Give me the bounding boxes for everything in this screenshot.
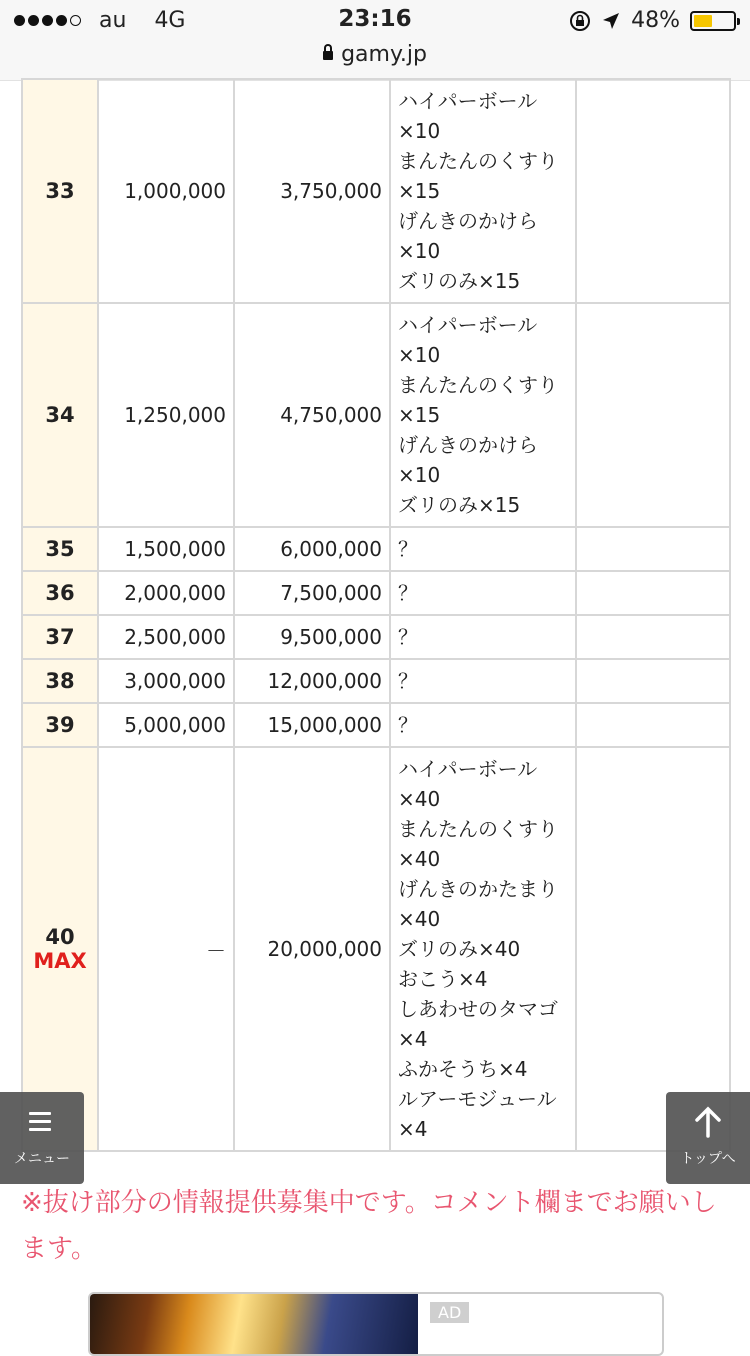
total-xp-cell: 3,750,000	[234, 79, 390, 303]
reward-line: おこう×4	[398, 967, 488, 991]
level-value: 36	[45, 581, 75, 605]
reward-line: ×10	[398, 239, 441, 263]
required-xp-cell: 1,250,000	[98, 303, 234, 527]
network-type: 4G	[154, 8, 186, 33]
reward-line: しあわせのタマゴ	[398, 997, 558, 1021]
total-xp-cell: 4,750,000	[234, 303, 390, 527]
reward-line: ×10	[398, 119, 441, 143]
total-xp-cell: 15,000,000	[234, 703, 390, 747]
rewards-cell	[390, 303, 576, 527]
carrier-name: au	[99, 8, 127, 33]
level-value: 40	[45, 925, 75, 949]
rewards-cell	[390, 615, 576, 659]
reward-line: ハイパーボール	[398, 313, 538, 337]
notes-cell	[576, 615, 730, 659]
table-row	[22, 615, 730, 659]
arrow-up-icon	[693, 1106, 723, 1138]
hamburger-icon	[29, 1112, 51, 1136]
level-cell	[22, 527, 98, 571]
reward-line: げんきのかけら	[398, 209, 538, 233]
reward-line: ×4	[398, 1117, 428, 1141]
total-xp-cell: 20,000,000	[234, 747, 390, 1151]
reward-line: ×10	[398, 343, 441, 367]
notes-cell	[576, 571, 730, 615]
required-xp-cell: 2,000,000	[98, 571, 234, 615]
reward-line: ×40	[398, 787, 441, 811]
required-xp-cell: 1,000,000	[98, 79, 234, 303]
reward-line: ルアーモジュール	[398, 1087, 557, 1111]
max-badge: MAX	[33, 949, 87, 973]
ad-image[interactable]	[90, 1294, 418, 1354]
reward-line: ×40	[398, 847, 441, 871]
reward-line: まんたんのくすり	[398, 373, 558, 397]
location-arrow-icon	[601, 11, 621, 31]
status-bar	[0, 0, 750, 81]
reward-line: ？	[398, 669, 418, 693]
notes-cell	[576, 527, 730, 571]
level-cell	[22, 571, 98, 615]
reward-line: げんきのかたまり	[398, 877, 558, 901]
address-bar[interactable]	[0, 42, 750, 67]
required-xp-cell: －	[98, 747, 234, 1151]
reward-line: ズリのみ×15	[398, 493, 521, 517]
reward-line: ×15	[398, 179, 441, 203]
notes-cell	[576, 703, 730, 747]
reward-line: ？	[398, 713, 418, 737]
notes-cell	[576, 659, 730, 703]
level-value: 34	[45, 403, 75, 427]
required-xp-cell: 3,000,000	[98, 659, 234, 703]
table-row	[22, 747, 730, 1151]
level-cell	[22, 703, 98, 747]
rewards-cell	[390, 527, 576, 571]
required-xp-cell: 1,500,000	[98, 527, 234, 571]
total-xp-cell: 7,500,000	[234, 571, 390, 615]
level-value: 37	[45, 625, 75, 649]
reward-line: ？	[398, 537, 418, 561]
rewards-cell	[390, 79, 576, 303]
reward-line: ×10	[398, 463, 441, 487]
total-xp-cell: 6,000,000	[234, 527, 390, 571]
level-value: 39	[45, 713, 75, 737]
status-right	[569, 8, 736, 33]
rotation-lock-icon	[569, 10, 591, 32]
table-row	[22, 659, 730, 703]
level-value: 38	[45, 669, 75, 693]
reward-line: ズリのみ×40	[398, 937, 521, 961]
reward-line: ふかそうち×4	[398, 1057, 528, 1081]
back-to-top-label: トップへ	[680, 1151, 736, 1167]
rewards-cell	[390, 703, 576, 747]
notes-cell	[576, 79, 730, 303]
table-row	[22, 703, 730, 747]
battery-percent: 48%	[631, 8, 680, 33]
reward-line: ？	[398, 581, 418, 605]
level-cell	[22, 659, 98, 703]
ad-label: AD	[430, 1302, 469, 1323]
reward-line: げんきのかけら	[398, 433, 538, 457]
menu-button-label: メニュー	[14, 1151, 70, 1167]
menu-button[interactable]	[0, 1092, 84, 1184]
reward-line: ×40	[398, 907, 441, 931]
level-cell	[22, 303, 98, 527]
reward-line: ハイパーボール	[398, 89, 538, 113]
rewards-cell	[390, 747, 576, 1151]
rewards-cell	[390, 571, 576, 615]
reward-line: ？	[398, 625, 418, 649]
ad-banner[interactable]	[88, 1292, 664, 1356]
reward-line: ズリのみ×15	[398, 269, 521, 293]
total-xp-cell: 9,500,000	[234, 615, 390, 659]
total-xp-cell: 12,000,000	[234, 659, 390, 703]
battery-icon	[690, 11, 736, 31]
battery-level-fill	[694, 15, 712, 27]
level-cell	[22, 615, 98, 659]
table-row	[22, 303, 730, 527]
table-row	[22, 527, 730, 571]
reward-line: ×4	[398, 1027, 428, 1051]
reward-line: ×15	[398, 403, 441, 427]
level-cell	[22, 79, 98, 303]
level-table	[21, 78, 731, 1152]
required-xp-cell: 2,500,000	[98, 615, 234, 659]
required-xp-cell: 5,000,000	[98, 703, 234, 747]
level-value: 35	[45, 537, 75, 561]
url-text: gamy.jp	[341, 42, 427, 67]
lock-icon	[323, 51, 333, 60]
reward-line: まんたんのくすり	[398, 149, 558, 173]
table-row	[22, 571, 730, 615]
notes-cell	[576, 747, 730, 1151]
back-to-top-button[interactable]	[666, 1092, 750, 1184]
clock: 23:16	[338, 6, 412, 32]
level-value: 33	[45, 179, 75, 203]
table-row	[22, 79, 730, 303]
reward-line: ハイパーボール	[398, 757, 538, 781]
level-cell	[22, 747, 98, 1151]
notes-cell	[576, 303, 730, 527]
rewards-cell	[390, 659, 576, 703]
info-request-note: ※抜け部分の情報提供募集中です。コメント欄までお願いします。	[21, 1188, 717, 1264]
reward-line: まんたんのくすり	[398, 817, 558, 841]
